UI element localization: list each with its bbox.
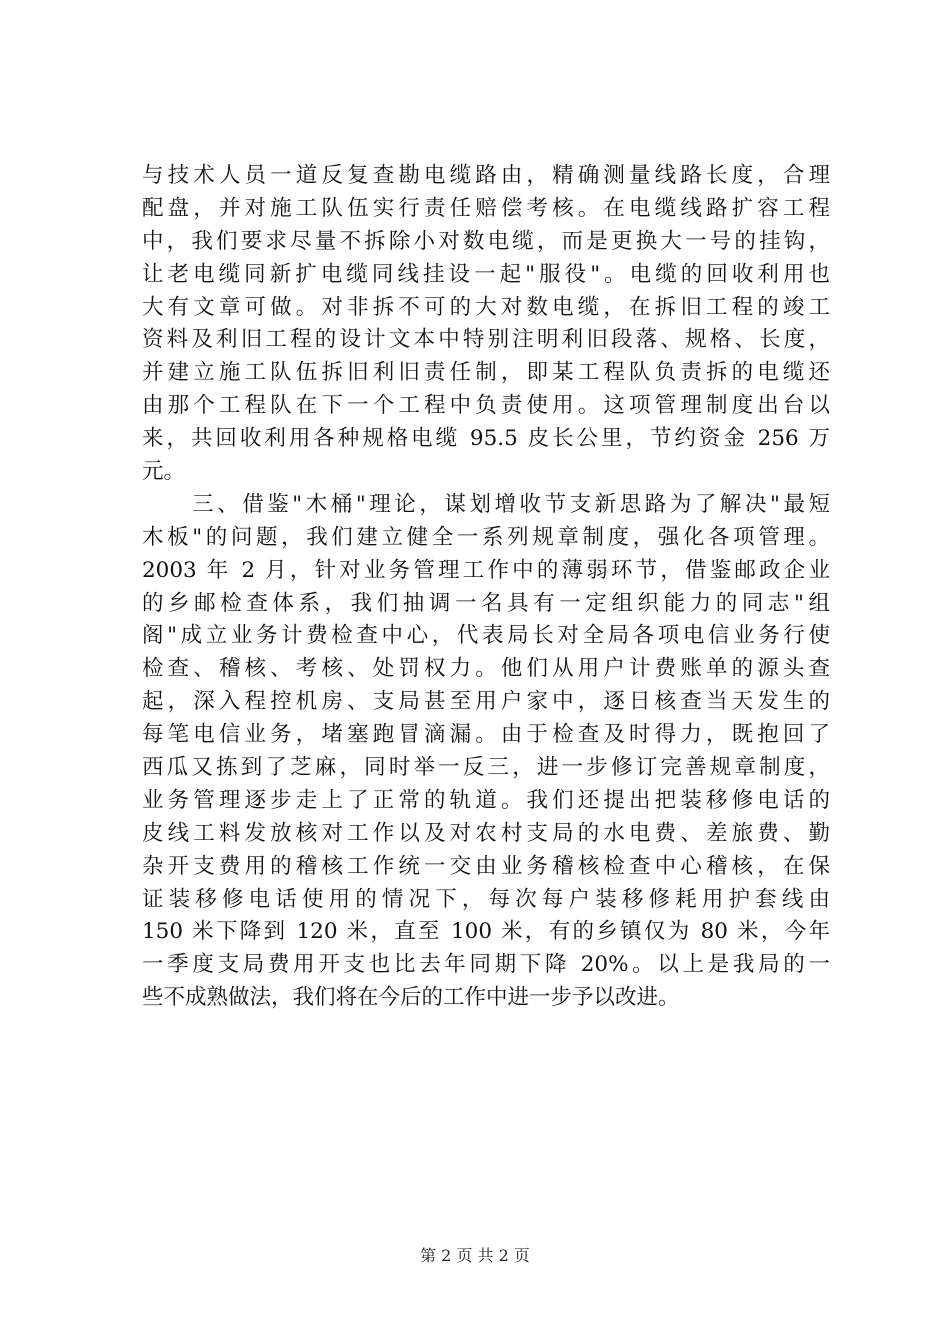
text-line: 资料及利旧工程的设计文本中特别注明利旧段落、规格、长度，	[142, 327, 830, 353]
text-line: 来，共回收利用各种规格电缆 95.5 皮长公里，节约资金 256 万	[142, 426, 830, 452]
text-line: 配盘，并对施工队伍实行责任赔偿考核。在电缆线路扩容工程	[142, 195, 830, 221]
text-line: 与技术人员一道反复查勘电缆路由，精确测量线路长度，合理	[142, 163, 830, 188]
text-line: 一季度支局费用开支也比去年同期下降 20%。以上是我局的一	[142, 952, 830, 978]
text-line: 150 米下降到 120 米，直至 100 米，有的乡镇仅为 80 米，今年	[142, 919, 830, 945]
text-line: 西瓜又拣到了芝麻，同时举一反三，进一步修订完善规章制度，	[142, 755, 830, 781]
page-footer: 第 2 页 共 2 页	[420, 1246, 530, 1265]
text-line: 元。	[142, 459, 186, 485]
text-line: 起，深入程控机房、支局甚至用户家中，逐日核查当天发生的	[142, 689, 830, 715]
text-line: 2003 年 2 月，针对业务管理工作中的薄弱环节，借鉴邮政企业	[142, 557, 830, 583]
text-line: 每笔电信业务，堵塞跑冒滴漏。由于检查及时得力，既抱回了	[142, 722, 830, 748]
text-line: 中，我们要求尽量不拆除小对数电缆，而是更换大一号的挂钩，	[142, 228, 830, 254]
text-line: 业务管理逐步走上了正常的轨道。我们还提出把装移修电话的	[142, 787, 830, 813]
text-line: 阁"成立业务计费检查中心，代表局长对全局各项电信业务行使	[142, 623, 830, 649]
text-line: 三、借鉴"木桶"理论，谋划增收节支新思路为了解决"最短	[142, 491, 830, 517]
text-line: 证装移修电话使用的情况下，每次每户装移修耗用护套线由	[142, 886, 830, 912]
text-line: 的乡邮检查体系，我们抽调一名具有一定组织能力的同志"组	[142, 590, 830, 616]
text-line: 让老电缆同新扩电缆同线挂设一起"服役"。电缆的回收利用也	[142, 261, 830, 287]
text-line: 杂开支费用的稽核工作统一交由业务稽核检查中心稽核，在保	[142, 853, 830, 879]
body-text	[142, 160, 830, 1015]
text-line: 木板"的问题，我们建立健全一系列规章制度，强化各项管理。	[142, 524, 830, 550]
text-line: 些不成熟做法，我们将在今后的工作中进一步予以改进。	[142, 985, 680, 1011]
text-line: 检查、稽核、考核、处罚权力。他们从用户计费账单的源头查	[142, 656, 830, 682]
text-line: 并建立施工队伍拆旧利旧责任制，即某工程队负责拆的电缆还	[142, 360, 830, 386]
text-line: 大有文章可做。对非拆不可的大对数电缆，在拆旧工程的竣工	[142, 294, 830, 320]
text-line: 由那个工程队在下一个工程中负责使用。这项管理制度出台以	[142, 393, 830, 419]
text-line: 皮线工料发放核对工作以及对农村支局的水电费、差旅费、勤	[142, 820, 830, 846]
